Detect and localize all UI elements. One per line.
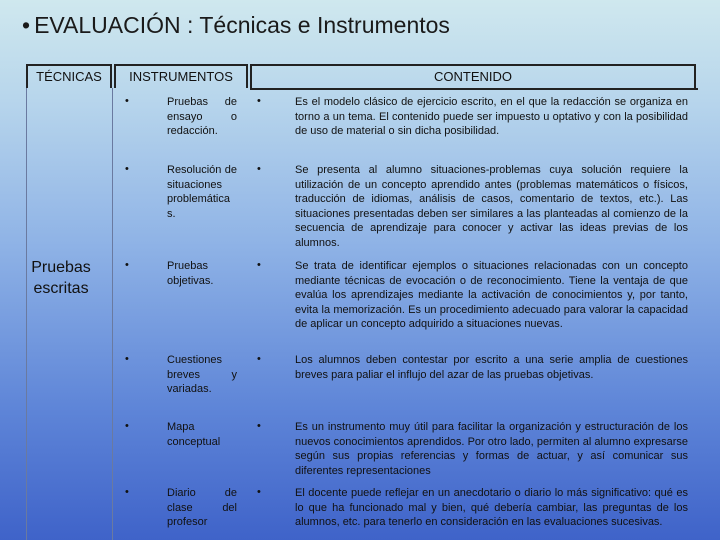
row-bullet: • (125, 420, 129, 432)
header-tecnicas: TÉCNICAS (26, 64, 112, 88)
row-bullet: • (125, 353, 129, 365)
contenido-cell: Es el modelo clásico de ejercicio escrito, en el que la redacción se organiza en torno a un tema. El contenido puede ser impuesto u optativo y con la posibilidad de uso de material o sin dicha posibilidad. (295, 96, 688, 137)
instrumento-cell: Cuestiones breves y variadas. (167, 354, 237, 395)
row-bullet: • (125, 259, 129, 271)
column-divider-tecnicas (112, 88, 113, 540)
column-divider-left (26, 88, 27, 540)
title-main: EVALUACIÓN (34, 12, 181, 38)
contenido-cell: El docente puede reflejar en un anecdotario o diario lo más significativo: qué es lo que ha funcionado mal y bien, qué debería cambiar, las preguntas de los alumnos, etc. para tenerlo en consideración en las evaluaciones sucesivas. (295, 487, 688, 528)
contenido-cell: Es un instrumento muy útil para facilitar la organización y estructuración de los nuevos conocimientos aprendidos. Por otro lado, permiten al alumno expresarse según sus propias referencias y formas de actuar, y así comunicar sus diferentes representaciones (295, 421, 688, 477)
header-instrumentos: INSTRUMENTOS (114, 64, 248, 88)
row-bullet: • (257, 95, 261, 107)
instrumento-cell: Mapa conceptual (167, 421, 221, 448)
slide-title (22, 12, 450, 39)
title-rest: : Técnicas e Instrumentos (180, 12, 450, 38)
instrumento-cell: Diario de clase del profesor (167, 487, 237, 528)
row-bullet: • (257, 259, 261, 271)
instrumento-cell: Resolución de situaciones problemática s. (167, 164, 237, 220)
header-contenido: CONTENIDO (250, 64, 696, 88)
tecnica-label: Pruebas escritas (31, 259, 91, 297)
instrumento-cell: Pruebas objetivas. (167, 260, 214, 287)
row-bullet: • (257, 163, 261, 175)
header-underline (250, 88, 698, 90)
row-bullet: • (257, 353, 261, 365)
row-bullet: • (125, 95, 129, 107)
title-bullet: • (22, 12, 31, 38)
row-bullet: • (125, 163, 129, 175)
contenido-cell: Se presenta al alumno situaciones-problemas cuya solución requiere la utilización de un concepto aprendido antes (problemas matemáticos o físicos, traducción de idiomas, análisis de casos, comentario de textos, etc.). Las situaciones presentadas deben ser similares a las planteadas al comienzo de la secuencia de aprendizaje para conocer y activar las ideas previas de los alumnos. (295, 164, 688, 249)
row-bullet: • (257, 420, 261, 432)
instrumento-cell: Pruebas de ensayo o redacción. (167, 96, 237, 137)
contenido-cell: Se trata de identificar ejemplos o situaciones relacionadas con un concepto mediante técnicas de evocación o de reconocimiento. Tiene la ventaja de que evalúa los aprendizajes mediante la activación de conocimientos y, por tanto, evita la memorización. Es un procedimiento adecuado para valorar la capacidad de aplicar un concepto adquirido a situaciones nuevas. (295, 260, 688, 330)
contenido-cell: Los alumnos deben contestar por escrito a una serie amplia de cuestiones breves para paliar el influjo del azar de las pruebas objetivas. (295, 354, 688, 381)
row-bullet: • (125, 486, 129, 498)
row-bullet: • (257, 486, 261, 498)
